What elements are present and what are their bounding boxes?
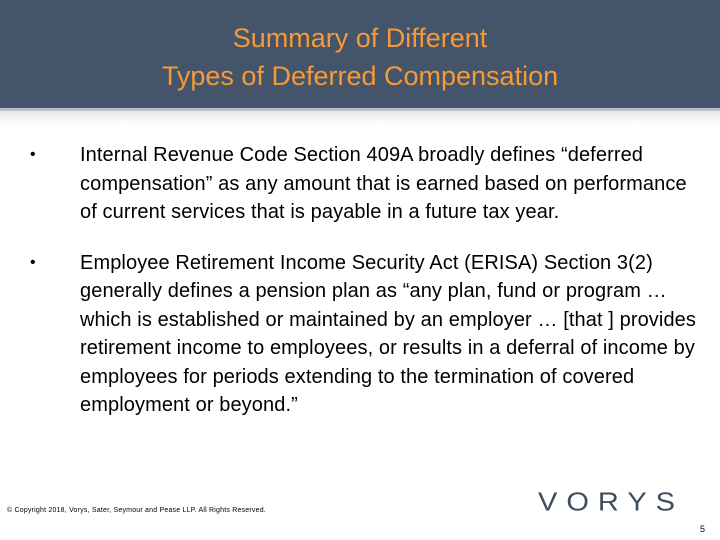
bullet-text: Internal Revenue Code Section 409A broadly defines “deferred compensation” as any amount that is earned based on performance of current services that is payable in a future tax year. — [80, 144, 687, 223]
bullet-409a — [30, 141, 700, 227]
header-shadow — [0, 111, 720, 125]
bullet-list — [30, 141, 700, 420]
vorys-logo: VORYS — [538, 488, 685, 517]
title-line-2: Types of Deferred Compensation — [161, 61, 559, 91]
slide-title — [0, 19, 720, 95]
bullet-text: Employee Retirement Income Security Act (ERISA) Section 3(2) generally defines a pension plan as “any plan, fund or program … which is established or maintained by an employer … [that ] provides retirement income to employees, or results in a deferral of income by employees for periods extending to the termination of covered employment or beyond.” — [80, 251, 696, 416]
bullet-erisa — [30, 249, 700, 420]
title-line-1: Summary of Different — [232, 23, 488, 53]
bullet-marker-icon: • — [30, 253, 36, 271]
bullet-marker-icon: • — [30, 146, 36, 163]
copyright-notice: © Copyright 2018, Vorys, Sater, Seymour and Pease LLP. All Rights Reserved. — [7, 507, 266, 514]
page-number: 5 — [699, 524, 705, 534]
